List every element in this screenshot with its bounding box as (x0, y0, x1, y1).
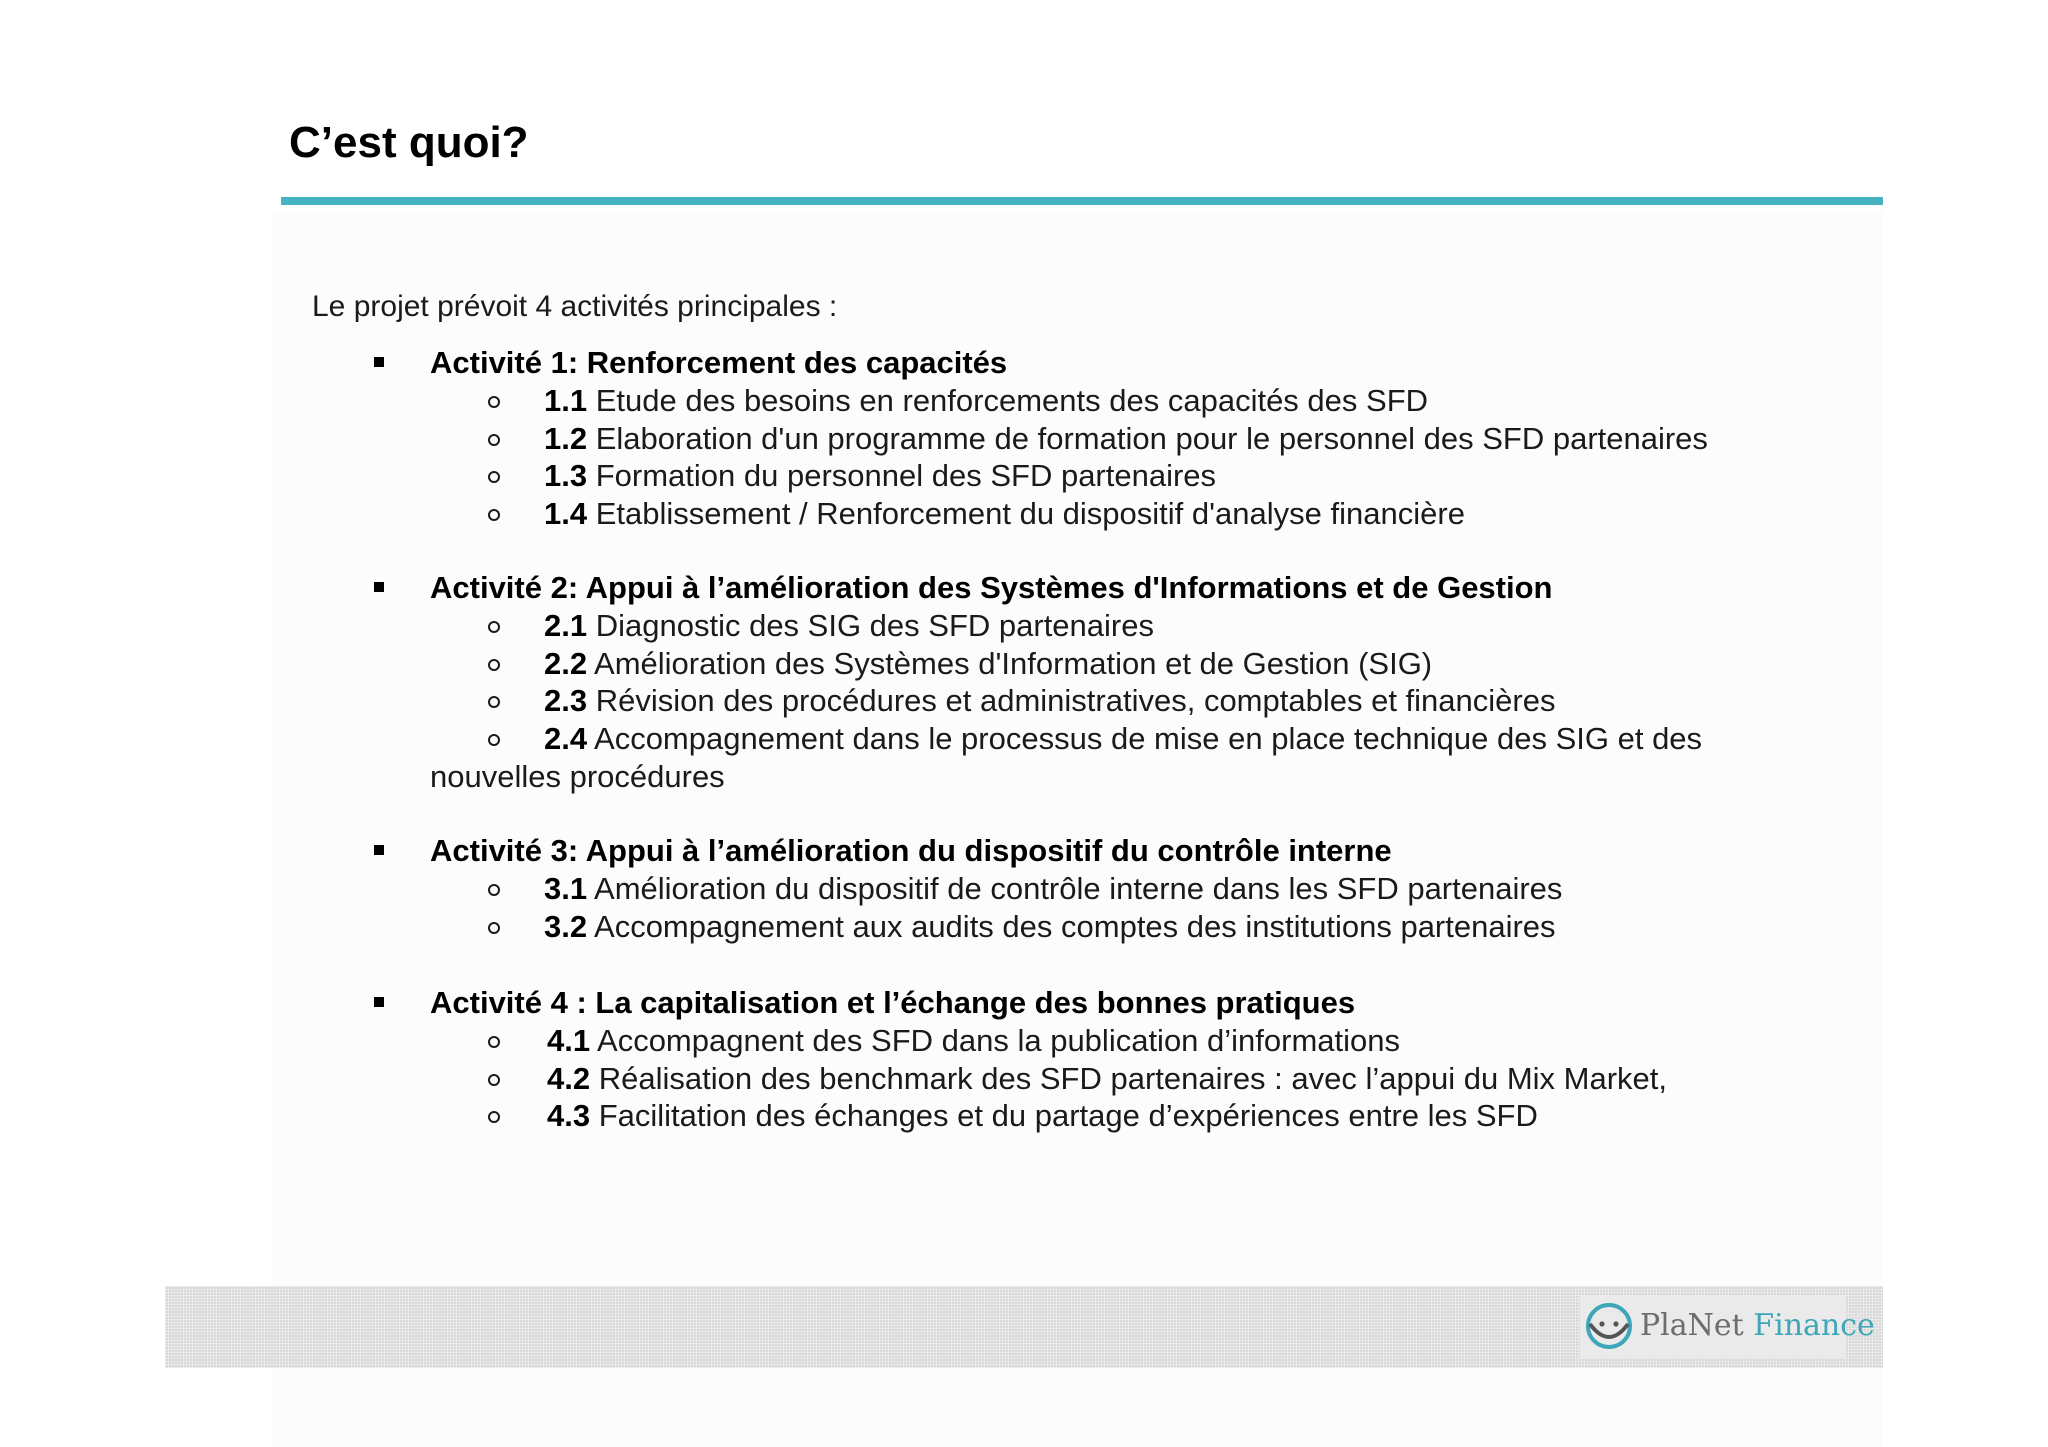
circle-bullet-icon (488, 434, 500, 446)
circle-bullet-icon (488, 1036, 500, 1048)
list-item: 2.2 Amélioration des Systèmes d'Information et de Gestion (SIG) (370, 645, 1790, 683)
list-item: 3.1 Amélioration du dispositif de contrôle interne dans les SFD partenaires (370, 870, 1790, 908)
square-bullet-icon (374, 582, 384, 592)
activity-1 (370, 344, 1790, 533)
list-item: 3.2 Accompagnement aux audits des comptes des institutions partenaires (370, 908, 1790, 946)
square-bullet-icon (374, 357, 384, 367)
activity-4 (370, 984, 1790, 1135)
title-divider (281, 197, 1883, 205)
intro-text: Le projet prévoit 4 activités principales : (312, 290, 838, 323)
activity-heading: Activité 2: Appui à l’amélioration des Systèmes d'Informations et de Gestion (370, 569, 1790, 607)
square-bullet-icon (374, 845, 384, 855)
list-item: 4.2 Réalisation des benchmark des SFD partenaires : avec l’appui du Mix Market, (370, 1060, 1790, 1098)
planet-finance-logo-icon (1584, 1298, 1638, 1356)
list-item: 2.3 Révision des procédures et administratives, comptables et financières (370, 682, 1790, 720)
list-item: 4.1 Accompagnent des SFD dans la publication d’informations (370, 1022, 1790, 1060)
list-item: 1.1 Etude des besoins en renforcements des capacités des SFD (370, 382, 1790, 420)
circle-bullet-icon (488, 396, 500, 408)
circle-bullet-icon (488, 659, 500, 671)
activity-heading: Activité 1: Renforcement des capacités (370, 344, 1790, 382)
circle-bullet-icon (488, 884, 500, 896)
square-bullet-icon (374, 997, 384, 1007)
list-item: 2.1 Diagnostic des SIG des SFD partenaires (370, 607, 1790, 645)
activity-3 (370, 832, 1790, 945)
planet-finance-logo (1580, 1296, 1875, 1358)
list-item-continuation: nouvelles procédures (430, 758, 725, 794)
activity-heading: Activité 3: Appui à l’amélioration du dispositif du contrôle interne (370, 832, 1790, 870)
circle-bullet-icon (488, 621, 500, 633)
list-item: 2.4 Accompagnement dans le processus de mise en place technique des SIG et des (370, 720, 1790, 758)
circle-bullet-icon (488, 471, 500, 483)
page-title: C’est quoi? (289, 118, 529, 167)
list-item: 4.3 Facilitation des échanges et du partage d’expériences entre les SFD (370, 1097, 1790, 1135)
circle-bullet-icon (488, 922, 500, 934)
circle-bullet-icon (488, 1111, 500, 1123)
circle-bullet-icon (488, 734, 500, 746)
list-item: 1.3 Formation du personnel des SFD partenaires (370, 457, 1790, 495)
activity-2 (370, 569, 1790, 796)
list-item: 1.4 Etablissement / Renforcement du dispositif d'analyse financière (370, 495, 1790, 533)
circle-bullet-icon (488, 509, 500, 521)
logo-wordmark: PlaNet Finance (1640, 1308, 1875, 1343)
activity-heading: Activité 4 : La capitalisation et l’échange des bonnes pratiques (370, 984, 1790, 1022)
list-item: 1.2 Elaboration d'un programme de formation pour le personnel des SFD partenaires (370, 420, 1790, 458)
circle-bullet-icon (488, 1074, 500, 1086)
circle-bullet-icon (488, 696, 500, 708)
